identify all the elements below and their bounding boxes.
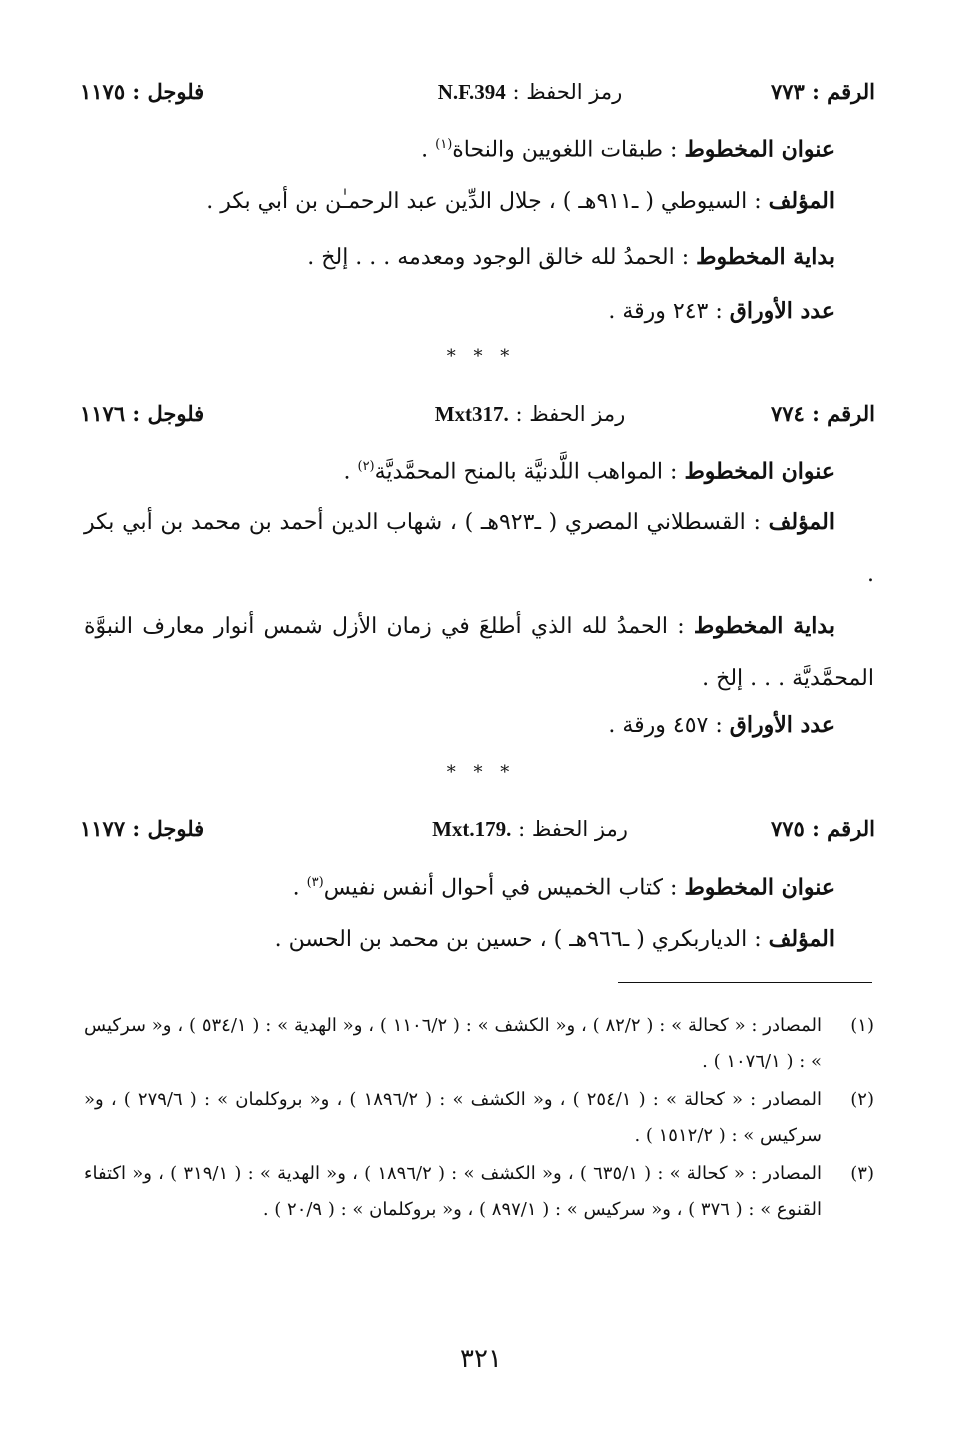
entry-header	[80, 812, 875, 846]
section-separator: * * *	[446, 346, 516, 367]
entry-number: الرقم : ٧٧٤	[770, 401, 875, 426]
title-text: : طبقات اللغويين والنحاة	[452, 137, 685, 163]
shelfmark-label: رمز الحفظ :	[511, 817, 628, 841]
incipit-text: : الحمدُ لله الذي أطلعَ في زمان الأزل شمس أنوار معارف النبوَّة المحمَّديَّة . . . إلخ .	[84, 614, 874, 691]
leaves-text: : ٤٥٧ ورقة .	[608, 713, 730, 738]
author-paragraph	[84, 496, 874, 601]
shelfmark	[410, 75, 650, 109]
footnote-ref: (٢)	[357, 459, 375, 474]
footnote-separator	[618, 982, 872, 983]
incipit-key: بداية المخطوط	[693, 613, 835, 639]
footnote-number: (٢)	[850, 1089, 874, 1110]
footnote-text: المصادر : « كحالة » : ( ٨٢/٢ ) ، و« الكشف » : ( ١١٠٦/٢ ) ، و« الهدية » : ( ٥٣٤/١ ) ، و« سركيس » : ( ١٠٧٦/١ ) .	[84, 1015, 823, 1072]
shelfmark-value: Mxt.179.	[432, 817, 512, 841]
footnote	[84, 1008, 874, 1080]
flugel-number: فلوجل : ١١٧٦	[80, 401, 205, 426]
entry-number: الرقم : ٧٧٣	[770, 79, 875, 104]
shelfmark	[410, 397, 650, 431]
leaves-line	[608, 294, 835, 329]
footnote-number: (١)	[850, 1015, 874, 1036]
leaves-line	[608, 708, 835, 743]
footnote-ref: (١)	[435, 137, 453, 152]
author-line	[206, 184, 835, 219]
page-number: ٣٢١	[460, 1344, 502, 1374]
entry-header	[80, 75, 875, 109]
author-key: المؤلف	[768, 188, 835, 214]
footnote	[84, 1156, 874, 1228]
title-line: عنوان المخطوط : طبقات اللغويين والنحاة$^{(١)}$ .	[421, 136, 835, 163]
author-key: المؤلف	[768, 926, 835, 952]
author-text: : القسطلاني المصري ( ـ٩٢٣هـ ) ، شهاب الدين أحمد بن محمد بن أبي بكر .	[84, 510, 874, 587]
title-text: : كتاب الخميس في أحوال أنفس نفيس	[323, 875, 685, 901]
footnote-number: (٣)	[850, 1163, 874, 1184]
author-text: : الدياربكري ( ـ٩٦٦هـ ) ، حسين بن محمد بن الحسن .	[274, 927, 769, 952]
flugel-number: فلوجل : ١١٧٥	[80, 79, 205, 104]
incipit-text: : الحمدُ لله خالق الوجود ومعدمه . . . إلخ .	[307, 245, 697, 270]
title-key: عنوان المخطوط	[684, 136, 835, 163]
title-key: عنوان المخطوط	[684, 874, 835, 901]
shelfmark-value: Mxt317.	[434, 402, 509, 426]
footnote-ref: (٣)	[306, 875, 324, 890]
author-text: : السيوطي ( ـ٩١١هـ ) ، جلال الدِّين عبد الرحمـٰن بن أبي بكر .	[206, 189, 769, 214]
title-text: : المواهب اللَّدنيَّة بالمنح المحمَّديَّة	[374, 459, 685, 485]
title-line: عنوان المخطوط : كتاب الخميس في أحوال أنفس نفيس$^{(٣)}$ .	[292, 874, 835, 901]
footnote-text: المصادر : « كحالة » : ( ٢٥٤/١ ) ، و« الكشف » : ( ١٨٩٦/٢ ) ، و« بروكلمان » : ( ٢٧٩/٦ ) ، و« سركيس » : ( ١٥١٢/٢ ) .	[84, 1089, 823, 1146]
incipit-key: بداية المخطوط	[696, 244, 835, 270]
author-key: المؤلف	[768, 509, 835, 535]
author-line	[275, 922, 835, 957]
incipit-line	[307, 240, 835, 275]
shelfmark-label: رمز الحفظ :	[505, 80, 623, 104]
leaves-key: عدد الأوراق	[729, 712, 835, 738]
title-line: عنوان المخطوط : المواهب اللَّدنيَّة بالمنح المحمَّديَّة$^{(٢)}$ .	[343, 458, 835, 485]
entry-header	[80, 397, 875, 431]
footnote	[84, 1082, 874, 1154]
flugel-number: فلوجل : ١١٧٧	[80, 816, 205, 841]
section-separator: * * *	[446, 762, 516, 783]
leaves-text: : ٢٤٣ ورقة .	[608, 299, 730, 324]
entry-number: الرقم : ٧٧٥	[770, 816, 875, 841]
footnote-text: المصادر : « كحالة » : ( ٦٣٥/١ ) ، و« الكشف » : ( ١٨٩٦/٢ ) ، و« الهدية » : ( ٣١٩/١ ) ، و« اكتفاء القنوع » : ( ٣٧٦ ) ، و« سركيس » : ( ٨٩٧/١ ) ، و« بروكلمان » : ( ٢٠/٩ ) .	[84, 1163, 822, 1220]
shelfmark	[410, 812, 650, 846]
shelfmark-value: N.F.394	[437, 80, 506, 104]
shelfmark-label: رمز الحفظ :	[508, 402, 626, 426]
title-key: عنوان المخطوط	[684, 458, 835, 485]
incipit-paragraph	[84, 600, 874, 705]
leaves-key: عدد الأوراق	[729, 298, 835, 324]
